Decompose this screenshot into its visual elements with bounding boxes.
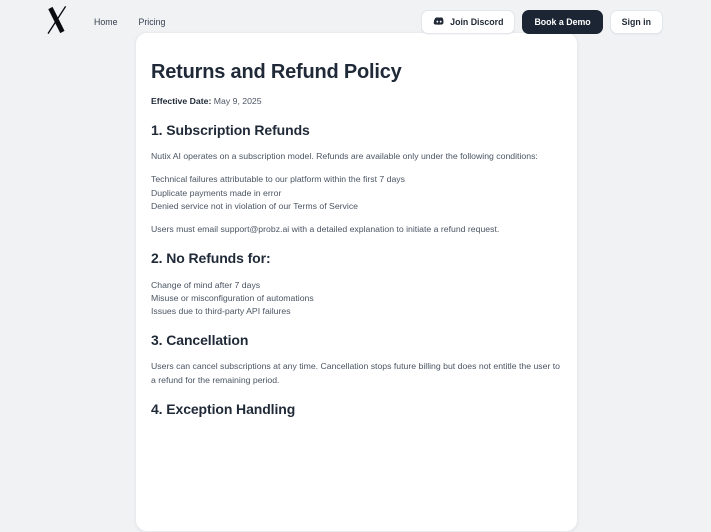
- nav-link-home[interactable]: Home: [94, 17, 118, 27]
- nav-link-pricing[interactable]: Pricing: [138, 17, 166, 27]
- section-1-conditions-list: [151, 173, 562, 213]
- list-item: Technical failures attributable to our platform within the first 7 days: [151, 174, 405, 185]
- list-item: Denied service not in violation of our Terms of Service: [151, 200, 358, 211]
- discord-icon: [433, 17, 445, 27]
- section-1-heading: 1. Subscription Refunds: [151, 122, 310, 139]
- list-item: Duplicate payments made in error: [151, 187, 282, 198]
- main-nav: [94, 17, 165, 27]
- section-1-intro: Nutix AI operates on a subscription model. Refunds are available only under the following conditions:: [151, 151, 538, 162]
- section-3-body: Users can cancel subscriptions at any time. Cancellation stops future billing but does not entitle the user to a refund for the remaining period.: [151, 361, 561, 385]
- join-discord-button[interactable]: [421, 10, 515, 34]
- list-item: Misuse or misconfiguration of automations: [151, 292, 314, 303]
- book-demo-button[interactable]: Book a Demo: [522, 10, 602, 34]
- section-4-heading: 4. Exception Handling: [151, 400, 296, 417]
- list-item: Issues due to third-party API failures: [151, 305, 291, 316]
- page-title: Returns and Refund Policy: [151, 61, 402, 83]
- header-actions: [421, 10, 663, 34]
- effective-date-value: May 9, 2025: [213, 96, 262, 106]
- sign-in-button[interactable]: Sign in: [610, 10, 663, 34]
- section-1-note: Users must email support@probz.ai with a detailed explanation to initiate a refund request.: [151, 224, 500, 235]
- top-nav-bar: [0, 0, 711, 44]
- policy-content-card: [135, 32, 578, 532]
- section-2-exclusions-list: [151, 279, 562, 319]
- effective-date-line: [151, 95, 562, 108]
- x-logo-icon: [44, 5, 68, 40]
- brand-logo[interactable]: [44, 5, 68, 40]
- section-3-heading: 3. Cancellation: [151, 332, 249, 349]
- section-2-heading: 2. No Refunds for:: [151, 250, 271, 267]
- join-discord-label: Join Discord: [450, 17, 504, 27]
- list-item: Change of mind after 7 days: [151, 279, 261, 290]
- effective-date-label: Effective Date:: [151, 96, 212, 106]
